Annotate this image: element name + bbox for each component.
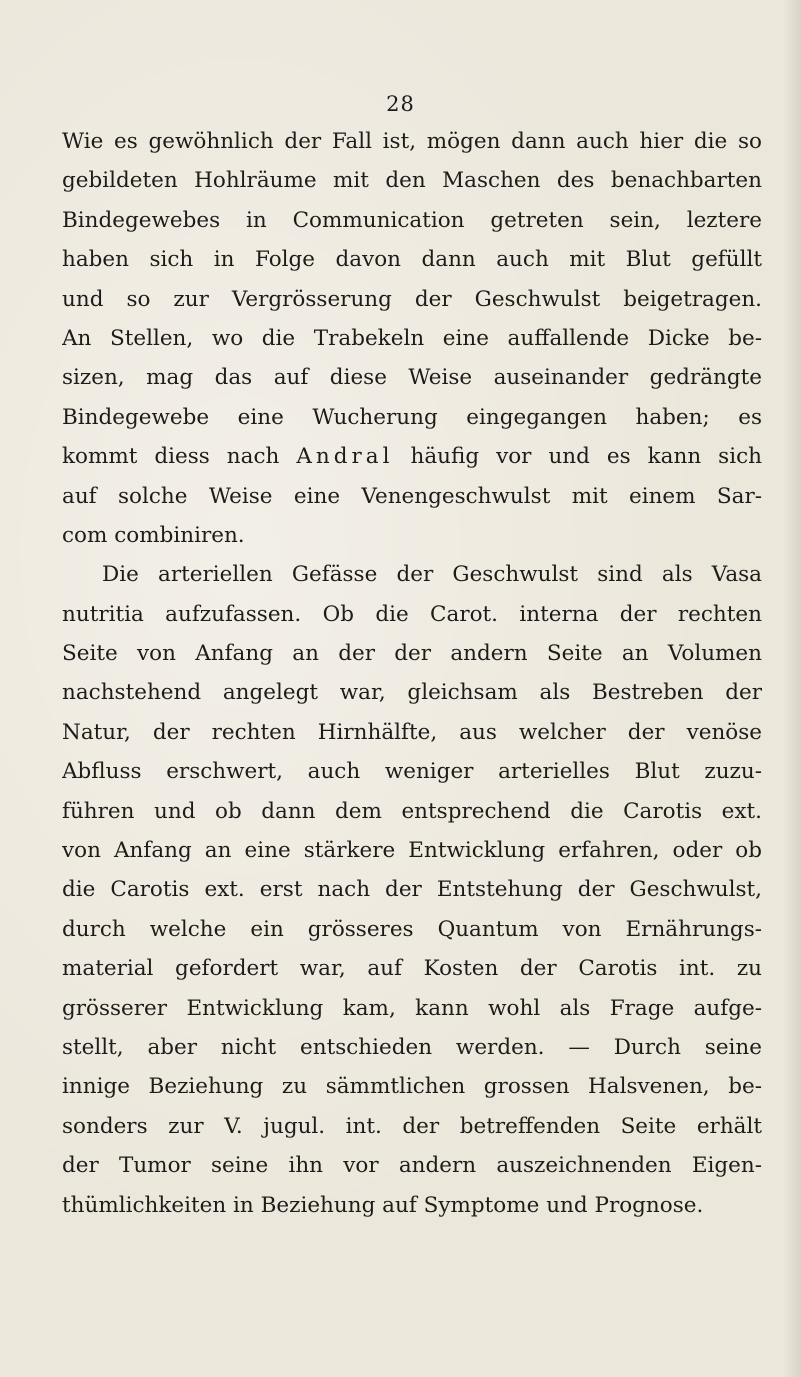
text-line: sonders zur V. jugul. int. der betreffenden Seite erhält bbox=[62, 1113, 762, 1139]
text-line: grösserer Entwicklung kam, kann wohl als Frage aufge- bbox=[62, 995, 762, 1021]
text-line: führen und ob dann dem entsprechend die Carotis ext. bbox=[62, 798, 762, 824]
text-line: gebildeten Hohlräume mit den Maschen des benachbarten bbox=[62, 168, 762, 194]
text-line: Bindegewebes in Communication getreten sein, leztere bbox=[62, 207, 762, 233]
text-line: thümlichkeiten in Beziehung auf Symptome und Prognose. bbox=[62, 1192, 704, 1218]
text-line: An Stellen, wo die Trabekeln eine auffallende Dicke be- bbox=[62, 325, 762, 351]
text-line: stellt, aber nicht entschieden werden. — Durch seine bbox=[62, 1034, 762, 1060]
text-line: die Carotis ext. erst nach der Entstehung der Geschwulst, bbox=[62, 877, 762, 903]
text-line: durch welche ein grösseres Quantum von Ernährungs- bbox=[62, 916, 762, 942]
page-edge-shadow bbox=[783, 0, 801, 1377]
text-line: Die arteriellen Gefässe der Geschwulst sind als Vasa bbox=[102, 562, 762, 588]
text-line: innige Beziehung zu sämmtlichen grossen Halsvenen, be- bbox=[62, 1074, 762, 1100]
text-line: und so zur Vergrösserung der Geschwulst beigetragen. bbox=[62, 286, 762, 312]
text-segment: häufig vor und es kann sich bbox=[410, 444, 762, 470]
body-text bbox=[62, 122, 762, 1225]
text-line: von Anfang an eine stärkere Entwicklung erfahren, oder ob bbox=[62, 838, 762, 864]
text-line: Bindegewebe eine Wucherung eingegangen haben; es bbox=[62, 404, 762, 430]
text-line: nutritia aufzufassen. Ob die Carot. interna der rechten bbox=[62, 601, 762, 627]
text-line: Wie es gewöhnlich der Fall ist, mögen dann auch hier die so bbox=[62, 129, 762, 154]
text-line: com combiniren. bbox=[62, 522, 245, 548]
author-name-spaced: Andral bbox=[296, 444, 394, 470]
text-line: der Tumor seine ihn vor andern auszeichnenden Eigen- bbox=[62, 1153, 762, 1179]
text-line: auf solche Weise eine Venengeschwulst mit einem Sar- bbox=[62, 483, 762, 509]
text-line: Abfluss erschwert, auch weniger arterielles Blut zuzu- bbox=[62, 759, 762, 785]
text-line bbox=[62, 437, 762, 476]
text-line: material gefordert war, auf Kosten der Carotis int. zu bbox=[62, 956, 762, 982]
text-segment: kommt diess nach bbox=[62, 444, 280, 470]
text-line: sizen, mag das auf diese Weise auseinander gedrängte bbox=[62, 365, 762, 391]
text-line: haben sich in Folge davon dann auch mit Blut gefüllt bbox=[62, 247, 762, 273]
text-line: Seite von Anfang an der der andern Seite an Volumen bbox=[62, 641, 762, 667]
text-line: nachstehend angelegt war, gleichsam als Bestreben der bbox=[62, 680, 762, 706]
page-number: 28 bbox=[386, 92, 415, 116]
text-line: Natur, der rechten Hirnhälfte, aus welcher der venöse bbox=[62, 719, 762, 745]
